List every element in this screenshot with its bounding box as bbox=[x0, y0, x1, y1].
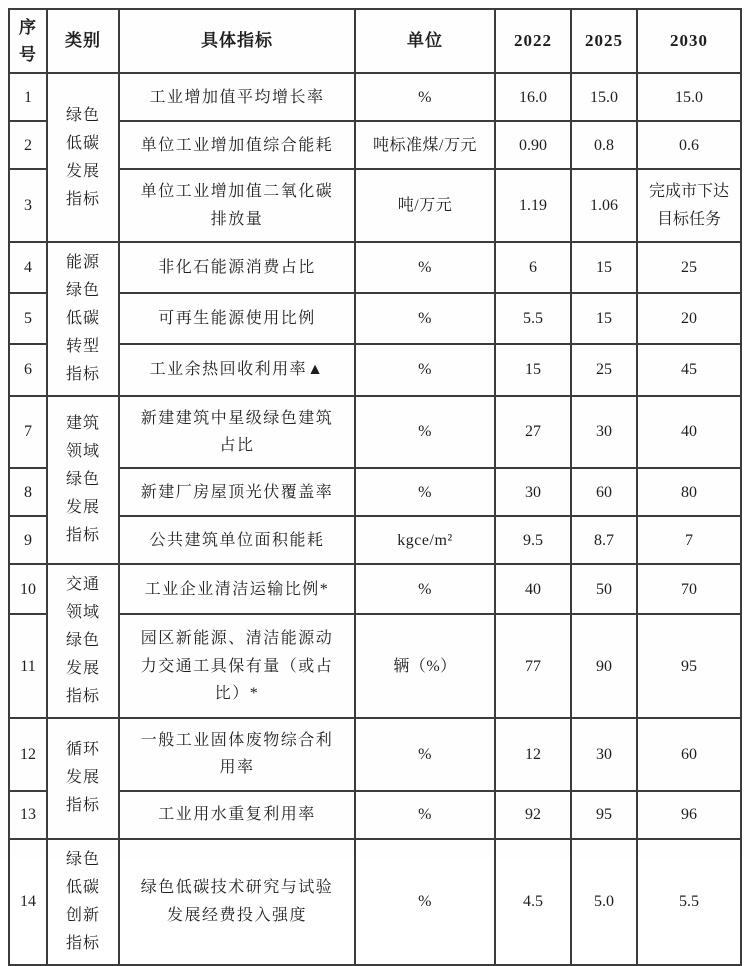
cell-value-2022: 30 bbox=[495, 468, 571, 516]
cell-unit: % bbox=[355, 293, 495, 344]
indicator-table bbox=[8, 8, 742, 966]
cell-serial: 12 bbox=[9, 718, 47, 790]
cell-category: 建筑领域绿色发展指标 bbox=[47, 396, 119, 564]
cell-value-2025: 95 bbox=[571, 791, 637, 839]
cell-value-2022: 92 bbox=[495, 791, 571, 839]
table-row bbox=[9, 73, 741, 121]
cell-value-2030: 15.0 bbox=[637, 73, 741, 121]
cell-serial: 2 bbox=[9, 121, 47, 169]
cell-indicator: 非化石能源消费占比 bbox=[119, 242, 355, 293]
cell-serial: 7 bbox=[9, 396, 47, 468]
cell-value-2030: 20 bbox=[637, 293, 741, 344]
cell-serial: 1 bbox=[9, 73, 47, 121]
table-row bbox=[9, 516, 741, 564]
cell-serial: 9 bbox=[9, 516, 47, 564]
cell-unit: % bbox=[355, 839, 495, 965]
cell-category: 绿色低碳发展指标 bbox=[47, 73, 119, 241]
cell-value-2022: 15 bbox=[495, 344, 571, 395]
cell-value-2030: 7 bbox=[637, 516, 741, 564]
cell-serial: 3 bbox=[9, 169, 47, 241]
cell-unit: 辆（%） bbox=[355, 614, 495, 718]
table-row bbox=[9, 121, 741, 169]
cell-unit: % bbox=[355, 718, 495, 790]
cell-value-2022: 6 bbox=[495, 242, 571, 293]
cell-value-2022: 16.0 bbox=[495, 73, 571, 121]
cell-unit: % bbox=[355, 344, 495, 395]
cell-serial: 6 bbox=[9, 344, 47, 395]
table-row bbox=[9, 718, 741, 790]
cell-value-2030: 40 bbox=[637, 396, 741, 468]
table-row bbox=[9, 169, 741, 241]
cell-value-2022: 40 bbox=[495, 564, 571, 614]
cell-serial: 14 bbox=[9, 839, 47, 965]
cell-value-2025: 15.0 bbox=[571, 73, 637, 121]
cell-indicator: 新建建筑中星级绿色建筑占比 bbox=[119, 396, 355, 468]
cell-value-2030: 0.6 bbox=[637, 121, 741, 169]
table-row bbox=[9, 468, 741, 516]
cell-value-2025: 50 bbox=[571, 564, 637, 614]
header-year-2030: 2030 bbox=[637, 9, 741, 73]
cell-value-2030: 5.5 bbox=[637, 839, 741, 965]
table-row bbox=[9, 839, 741, 965]
cell-indicator: 一般工业固体废物综合利用率 bbox=[119, 718, 355, 790]
cell-indicator: 单位工业增加值二氧化碳排放量 bbox=[119, 169, 355, 241]
header-serial-number: 序号 bbox=[9, 9, 47, 73]
cell-value-2025: 0.8 bbox=[571, 121, 637, 169]
cell-value-2030: 95 bbox=[637, 614, 741, 718]
cell-value-2030: 完成市下达目标任务 bbox=[637, 169, 741, 241]
cell-indicator: 工业余热回收利用率▲ bbox=[119, 344, 355, 395]
cell-category: 循环发展指标 bbox=[47, 718, 119, 838]
cell-value-2025: 30 bbox=[571, 718, 637, 790]
cell-value-2030: 96 bbox=[637, 791, 741, 839]
header-year-2025: 2025 bbox=[571, 9, 637, 73]
header-unit: 单位 bbox=[355, 9, 495, 73]
table-row bbox=[9, 791, 741, 839]
cell-value-2025: 1.06 bbox=[571, 169, 637, 241]
cell-value-2030: 80 bbox=[637, 468, 741, 516]
cell-category: 绿色低碳创新指标 bbox=[47, 839, 119, 965]
cell-value-2022: 4.5 bbox=[495, 839, 571, 965]
cell-value-2022: 5.5 bbox=[495, 293, 571, 344]
table-row bbox=[9, 344, 741, 395]
cell-serial: 13 bbox=[9, 791, 47, 839]
table-row bbox=[9, 564, 741, 614]
cell-value-2030: 45 bbox=[637, 344, 741, 395]
cell-value-2025: 5.0 bbox=[571, 839, 637, 965]
cell-serial: 11 bbox=[9, 614, 47, 718]
cell-indicator: 公共建筑单位面积能耗 bbox=[119, 516, 355, 564]
cell-value-2022: 1.19 bbox=[495, 169, 571, 241]
cell-value-2030: 60 bbox=[637, 718, 741, 790]
cell-value-2022: 12 bbox=[495, 718, 571, 790]
cell-category: 交通领域绿色发展指标 bbox=[47, 564, 119, 718]
cell-value-2022: 0.90 bbox=[495, 121, 571, 169]
header-row bbox=[9, 9, 741, 73]
cell-value-2025: 60 bbox=[571, 468, 637, 516]
cell-value-2025: 8.7 bbox=[571, 516, 637, 564]
cell-unit: % bbox=[355, 242, 495, 293]
cell-unit: % bbox=[355, 396, 495, 468]
header-indicator: 具体指标 bbox=[119, 9, 355, 73]
cell-category: 能源绿色低碳转型指标 bbox=[47, 242, 119, 396]
cell-value-2022: 9.5 bbox=[495, 516, 571, 564]
cell-value-2030: 70 bbox=[637, 564, 741, 614]
cell-value-2022: 27 bbox=[495, 396, 571, 468]
cell-value-2030: 25 bbox=[637, 242, 741, 293]
cell-unit: % bbox=[355, 468, 495, 516]
cell-value-2022: 77 bbox=[495, 614, 571, 718]
cell-value-2025: 25 bbox=[571, 344, 637, 395]
cell-indicator: 工业增加值平均增长率 bbox=[119, 73, 355, 121]
table-row bbox=[9, 293, 741, 344]
table-row bbox=[9, 242, 741, 293]
cell-indicator: 工业企业清洁运输比例* bbox=[119, 564, 355, 614]
cell-indicator: 绿色低碳技术研究与试验发展经费投入强度 bbox=[119, 839, 355, 965]
cell-unit: 吨/万元 bbox=[355, 169, 495, 241]
table-row bbox=[9, 614, 741, 718]
cell-unit: % bbox=[355, 791, 495, 839]
cell-serial: 4 bbox=[9, 242, 47, 293]
cell-indicator: 工业用水重复利用率 bbox=[119, 791, 355, 839]
cell-value-2025: 30 bbox=[571, 396, 637, 468]
cell-unit: % bbox=[355, 564, 495, 614]
table-row bbox=[9, 396, 741, 468]
cell-value-2025: 15 bbox=[571, 242, 637, 293]
cell-unit: % bbox=[355, 73, 495, 121]
cell-indicator: 新建厂房屋顶光伏覆盖率 bbox=[119, 468, 355, 516]
cell-indicator: 可再生能源使用比例 bbox=[119, 293, 355, 344]
cell-unit: 吨标准煤/万元 bbox=[355, 121, 495, 169]
cell-value-2025: 90 bbox=[571, 614, 637, 718]
cell-value-2025: 15 bbox=[571, 293, 637, 344]
cell-serial: 8 bbox=[9, 468, 47, 516]
cell-indicator: 单位工业增加值综合能耗 bbox=[119, 121, 355, 169]
cell-serial: 5 bbox=[9, 293, 47, 344]
cell-unit: kgce/m² bbox=[355, 516, 495, 564]
header-category: 类别 bbox=[47, 9, 119, 73]
header-year-2022: 2022 bbox=[495, 9, 571, 73]
cell-serial: 10 bbox=[9, 564, 47, 614]
cell-indicator: 园区新能源、清洁能源动力交通工具保有量（或占比）* bbox=[119, 614, 355, 718]
